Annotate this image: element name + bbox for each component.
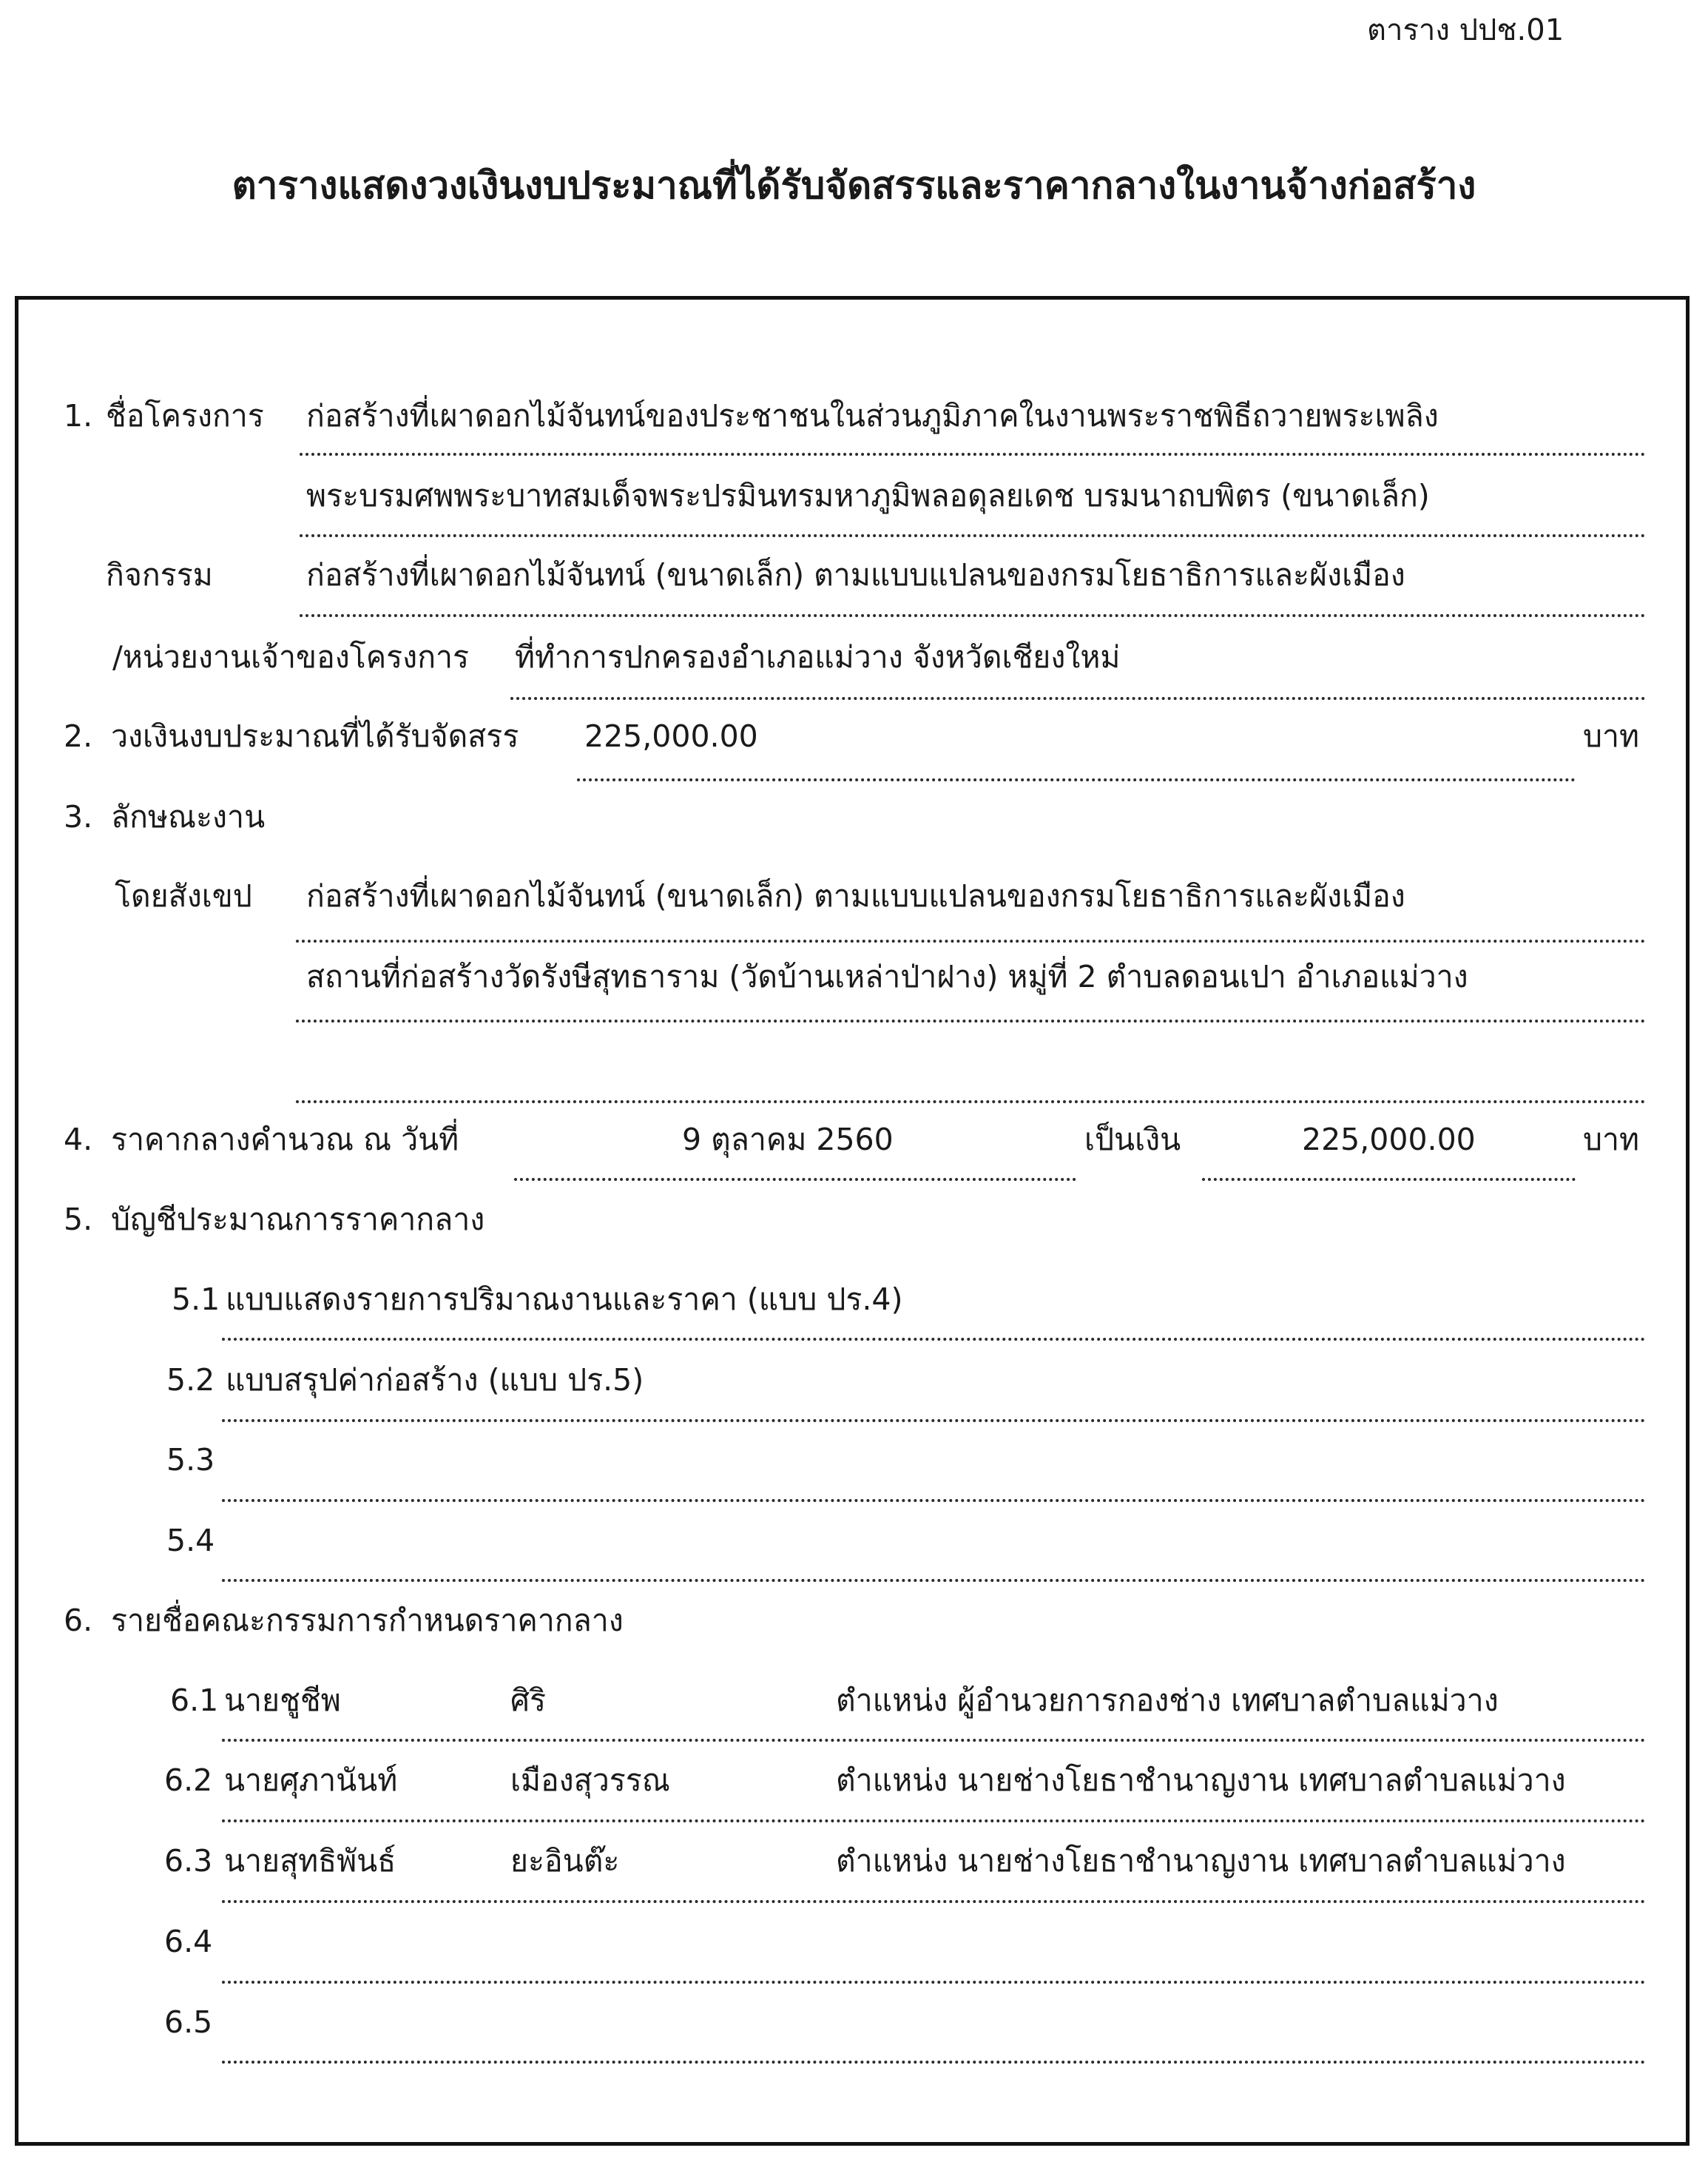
committee-member-dots: [222, 2061, 1646, 2064]
project-name-line2: พระบรมศพพระบาทสมเด็จพระปรมินทรมหาภูมิพลอดุลยเดช บรมนาถบพิตร (ขนาดเล็ก): [306, 478, 1430, 513]
committee-member-number: 6.1: [170, 1683, 219, 1718]
committee-member-first-name: นายสุทธิพันธ์: [224, 1843, 396, 1879]
committee-member-last-name: ศิริ: [510, 1683, 547, 1718]
median-price-date: 9 ตุลาคม 2560: [682, 1122, 894, 1157]
owner-value: ที่ทำการปกครองอำเภอแม่วาง จังหวัดเชียงใหม่: [515, 639, 1121, 675]
project-name-line2-dots: [300, 534, 1646, 537]
project-name-line1-dots: [300, 453, 1646, 456]
committee-member-dots: [222, 1900, 1646, 1903]
activity-dots: [300, 614, 1646, 617]
committee-label: รายชื่อคณะกรรมการกำหนดราคากลาง: [111, 1603, 624, 1638]
estimate-item-number: 5.1: [172, 1282, 220, 1317]
committee-member-number: 6.2: [164, 1762, 213, 1798]
estimate-item-number: 5.4: [166, 1523, 215, 1558]
summary-label: โดยสังเขป: [115, 878, 252, 914]
estimate-item-dots: [222, 1499, 1646, 1502]
committee-member-number: 6.3: [164, 1843, 213, 1879]
estimate-item-dots: [222, 1338, 1646, 1341]
project-name-line1: ก่อสร้างที่เผาดอกไม้จันทน์ของประชาชนในส่วนภูมิภาคในงานพระราชพิธีถวายพระเพลิง: [306, 398, 1439, 434]
estimate-item-text: แบบสรุปค่าก่อสร้าง (แบบ ปร.5): [226, 1362, 644, 1398]
section2-number: 2.: [64, 718, 93, 754]
committee-member-number: 6.5: [164, 2004, 213, 2040]
budget-value: 225,000.00: [584, 718, 758, 754]
section1-number: 1.: [64, 398, 93, 434]
estimate-item-dots: [222, 1579, 1646, 1582]
owner-dots: [510, 697, 1646, 700]
budget-label: วงเงินงบประมาณที่ได้รับจัดสรร: [111, 718, 519, 754]
estimate-item-number: 5.2: [166, 1362, 215, 1398]
estimate-item-number: 5.3: [166, 1442, 215, 1478]
section3-number: 3.: [64, 799, 93, 835]
committee-member-position: ตำแหน่ง นายช่างโยธาชำนาญงาน เทศบาลตำบลแม่วาง: [836, 1843, 1566, 1879]
document-title: ตารางแสดงวงเงินงบประมาณที่ได้รับจัดสรรและราคากลางในงานจ้างก่อสร้าง: [232, 164, 1476, 208]
summary-line1: ก่อสร้างที่เผาดอกไม้จันทน์ (ขนาดเล็ก) ตามแบบแปลนของกรมโยธาธิการและผังเมือง: [306, 878, 1405, 914]
median-amount-unit: บาท: [1583, 1122, 1640, 1157]
median-amount-value: 225,000.00: [1302, 1122, 1476, 1157]
project-name-label: ชื่อโครงการ: [106, 398, 264, 434]
estimate-list-label: บัญชีประมาณการราคากลาง: [111, 1202, 485, 1237]
summary-line2: สถานที่ก่อสร้างวัดรังษีสุทธาราม (วัดบ้านเหล่าป่าฝาง) หมู่ที่ 2 ตำบลดอนเปา อำเภอแม่วาง: [306, 959, 1468, 994]
summary-line1-dots: [296, 940, 1646, 943]
committee-member-last-name: ยะอินต๊ะ: [510, 1843, 620, 1879]
committee-member-dots: [222, 1981, 1646, 1984]
form-code: ตาราง ปปช.01: [1367, 13, 1564, 47]
summary-line3-dots: [296, 1100, 1646, 1103]
median-price-label: ราคากลางคำนวณ ณ วันที่: [111, 1122, 459, 1157]
amount-dots: [1202, 1178, 1576, 1181]
estimate-item-text: แบบแสดงรายการปริมาณงานและราคา (แบบ ปร.4): [226, 1282, 903, 1317]
owner-label: /หน่วยงานเจ้าของโครงการ: [112, 639, 470, 675]
section5-number: 5.: [64, 1202, 93, 1237]
committee-member-first-name: นายชูชีพ: [224, 1683, 341, 1718]
summary-line2-dots: [296, 1020, 1646, 1023]
committee-member-position: ตำแหน่ง ผู้อำนวยการกองช่าง เทศบาลตำบลแม่วาง: [836, 1683, 1499, 1718]
section6-number: 6.: [64, 1603, 93, 1638]
activity-label: กิจกรรม: [106, 557, 213, 593]
date-dots: [514, 1178, 1076, 1181]
budget-unit: บาท: [1583, 718, 1640, 754]
median-amount-label: เป็นเงิน: [1084, 1122, 1181, 1157]
committee-member-last-name: เมืองสุวรรณ: [510, 1762, 670, 1798]
committee-member-position: ตำแหน่ง นายช่างโยธาชำนาญงาน เทศบาลตำบลแม่วาง: [836, 1762, 1566, 1798]
activity-value: ก่อสร้างที่เผาดอกไม้จันทน์ (ขนาดเล็ก) ตามแบบแปลนของกรมโยธาธิการและผังเมือง: [306, 557, 1405, 593]
section4-number: 4.: [64, 1122, 93, 1157]
committee-member-dots: [222, 1819, 1646, 1822]
committee-member-number: 6.4: [164, 1924, 213, 1959]
estimate-item-dots: [222, 1419, 1646, 1422]
work-type-label: ลักษณะงาน: [111, 799, 266, 835]
committee-member-dots: [222, 1739, 1646, 1742]
committee-member-first-name: นายศุภานันท์: [224, 1762, 398, 1798]
budget-dots: [577, 778, 1576, 781]
